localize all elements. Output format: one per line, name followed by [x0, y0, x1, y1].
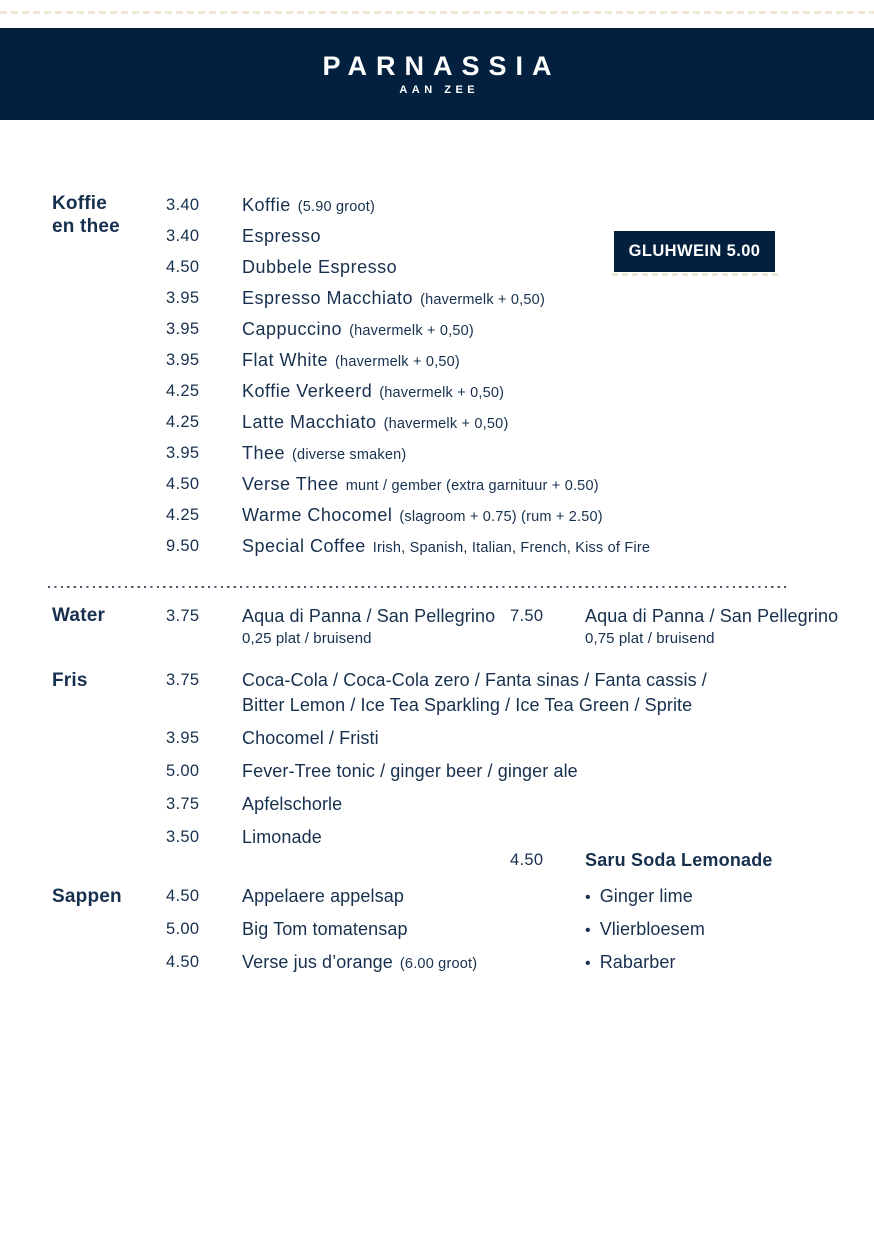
- item-name: Thee: [242, 443, 286, 463]
- item-name: Special Coffee: [242, 536, 366, 556]
- item-price: 4.25: [166, 413, 200, 431]
- menu-row: [0, 722, 874, 755]
- item-price: 4.25: [166, 506, 200, 524]
- soda-flavor-item: [585, 880, 693, 914]
- item-price: 3.75: [166, 607, 200, 625]
- item-price: 4.50: [510, 851, 544, 869]
- water-left-entry: [242, 604, 495, 649]
- menu-row: [0, 438, 874, 469]
- paper-texture-line: [612, 273, 779, 276]
- flavor-label: Ginger lime: [599, 886, 693, 906]
- item-name: Limonade: [242, 827, 322, 847]
- item-price: 3.95: [166, 320, 200, 338]
- item-note: (havermelk + 0,50): [383, 416, 509, 432]
- gluhwein-badge: GLUHWEIN 5.00: [614, 231, 775, 272]
- item-price: 3.95: [166, 444, 200, 462]
- menu-row: [0, 190, 874, 221]
- section-label-fris: Fris: [52, 670, 88, 691]
- bullet-icon: •: [585, 889, 591, 906]
- item-price: 3.95: [166, 729, 200, 747]
- fris-rows: [0, 668, 874, 854]
- menu-row: [0, 500, 874, 531]
- item-note: (havermelk + 0,50): [335, 354, 460, 370]
- item-note: (havermelk + 0,50): [379, 385, 505, 401]
- section-label-water: Water: [52, 605, 106, 626]
- section-label-line1: Koffie: [52, 193, 108, 214]
- item-price: 3.95: [166, 351, 200, 369]
- item-price: 4.25: [166, 382, 200, 400]
- menu-row: [0, 283, 874, 314]
- item-name-line1: Coca-Cola / Coca-Cola zero / Fanta sinas / Fanta cassis /: [242, 670, 707, 690]
- menu-row: [0, 913, 874, 946]
- item-name: Verse Thee: [242, 474, 339, 494]
- flavor-label: Rabarber: [599, 952, 676, 972]
- item-name: Koffie: [242, 195, 291, 215]
- item-price: 4.50: [166, 475, 200, 493]
- item-name: Aqua di Panna / San Pellegrino: [242, 606, 496, 626]
- flavor-label: Vlierbloesem: [599, 919, 705, 939]
- item-note: (6.00 groot): [399, 956, 478, 972]
- paper-texture-line: [0, 11, 874, 14]
- item-subtext: 0,75 plat / bruisend: [585, 630, 715, 647]
- item-note: (diverse smaken): [292, 447, 407, 463]
- header-band: [0, 28, 874, 120]
- menu-row: [0, 531, 874, 562]
- menu-row: [0, 668, 874, 722]
- item-price: 3.40: [166, 196, 200, 214]
- water-right-entry: [585, 604, 838, 649]
- section-label-sappen: Sappen: [52, 886, 122, 907]
- soda-flavor-item: [585, 913, 705, 947]
- item-name-line2: Bitter Lemon / Ice Tea Sparkling / Ice Tea Green / Sprite: [242, 695, 693, 715]
- item-note: munt / gember (extra garnituur + 0.50): [345, 478, 599, 494]
- item-name: Latte Macchiato: [242, 412, 377, 432]
- sappen-rows: [0, 880, 874, 979]
- item-name: Verse jus d’orange: [242, 952, 393, 972]
- item-subtext: 0,25 plat / bruisend: [242, 630, 372, 647]
- item-name: Apfelschorle: [242, 794, 343, 814]
- item-note: (5.90 groot): [297, 199, 376, 215]
- brand-logo: PARNASSIA: [322, 51, 561, 81]
- menu-row: [0, 788, 874, 821]
- menu-row: [0, 376, 874, 407]
- item-name: Espresso: [242, 226, 322, 246]
- item-note: (havermelk + 0,50): [349, 323, 474, 339]
- menu-row: [0, 345, 874, 376]
- item-name: Cappuccino: [242, 319, 343, 339]
- item-name: Koffie Verkeerd: [242, 381, 373, 401]
- item-name: Saru Soda Lemonade: [585, 850, 773, 870]
- item-price: 3.50: [166, 828, 200, 846]
- item-name: Aqua di Panna / San Pellegrino: [585, 606, 839, 626]
- dotted-divider: [48, 586, 787, 588]
- item-name: Appelaere appelsap: [242, 886, 404, 906]
- item-name: Warme Chocomel: [242, 505, 393, 525]
- item-note: (slagroom + 0.75) (rum + 2.50): [399, 509, 603, 525]
- menu-row: [0, 880, 874, 913]
- item-price: 4.50: [166, 953, 200, 971]
- menu-row: [0, 407, 874, 438]
- item-name: Big Tom tomatensap: [242, 919, 408, 939]
- brand-tagline: AAN ZEE: [399, 84, 480, 96]
- menu-row: [0, 314, 874, 345]
- menu-row: [0, 946, 874, 979]
- menu-row: [0, 755, 874, 788]
- item-price: 3.40: [166, 227, 200, 245]
- bullet-icon: •: [585, 922, 591, 939]
- menu-row: [0, 469, 874, 500]
- item-price: 5.00: [166, 920, 200, 938]
- item-name: Flat White: [242, 350, 329, 370]
- item-price: 4.50: [166, 258, 200, 276]
- item-note: (havermelk + 0,50): [420, 292, 545, 308]
- bullet-icon: •: [585, 955, 591, 972]
- soda-flavor-item: [585, 946, 676, 980]
- section-label-line2: en thee: [52, 215, 120, 237]
- item-name: Dubbele Espresso: [242, 257, 398, 277]
- item-price: 3.95: [166, 289, 200, 307]
- item-price: 3.75: [166, 795, 200, 813]
- item-price: 7.50: [510, 607, 544, 625]
- item-price: 3.75: [166, 671, 200, 689]
- item-price: 4.50: [166, 887, 200, 905]
- item-name: Chocomel / Fristi: [242, 728, 379, 748]
- item-note: Irish, Spanish, Italian, French, Kiss of Fire: [372, 540, 651, 556]
- item-price: 9.50: [166, 537, 200, 555]
- item-price: 5.00: [166, 762, 200, 780]
- saru-soda-row: [0, 846, 874, 874]
- item-name: Fever-Tree tonic / ginger beer / ginger ale: [242, 761, 578, 781]
- item-name: Espresso Macchiato: [242, 288, 414, 308]
